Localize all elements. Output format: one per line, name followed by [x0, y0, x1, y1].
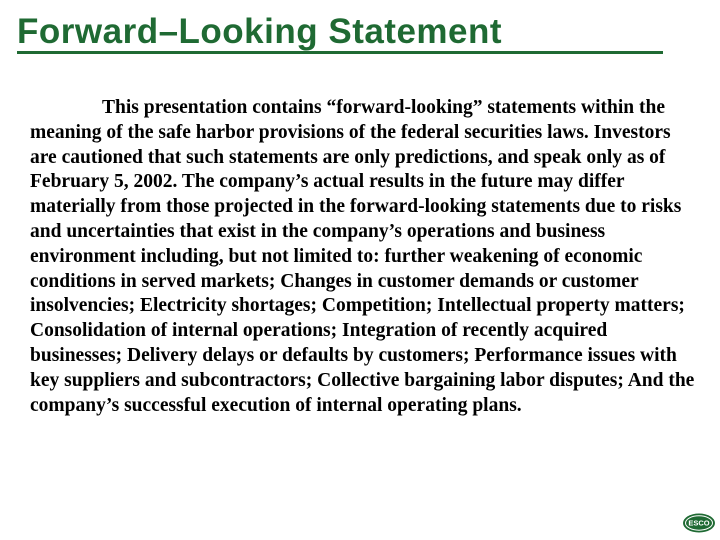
company-logo-text: ESCO: [688, 518, 710, 528]
company-logo: [682, 512, 716, 534]
title-underline: [17, 51, 663, 54]
disclaimer-paragraph: This presentation contains “forward-looking” statements within the meaning of the safe harbor provisions of the federal securities laws. Investors are cautioned that such statements are only predictions, and speak only as of February 5, 2002. The company’s actual results in the future may differ materially from those projected in the forward-looking statements due to risks and uncertainties that exist in the company’s operations and business environment including, but not limited to: further weakening of economic conditions in served markets; Changes in customer demands or customer insolvencies; Electricity shortages; Competition; Intellectual property matters; Consolidation of internal operations; Integration of recently acquired businesses; Delivery delays or defaults by customers; Performance issues with key suppliers and subcontractors; Collective bargaining labor disputes; And the company’s successful execution of internal operating plans.: [30, 97, 695, 416]
slide-title: Forward–Looking Statement: [17, 12, 503, 51]
